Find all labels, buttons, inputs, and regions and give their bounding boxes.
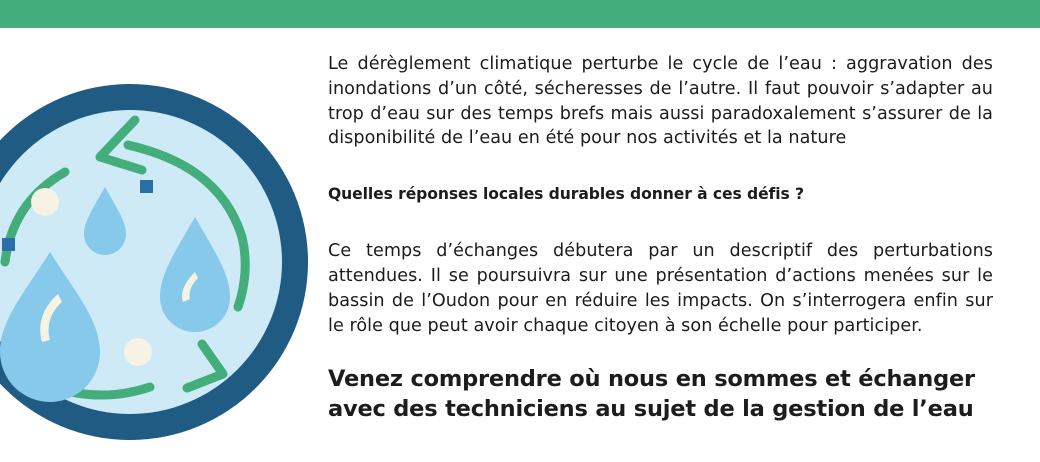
intro-paragraph: Le dérèglement climatique perturbe le cycle de l’eau : aggravation des inondations d’un côté, sécheresses de l’autre. Il faut pouvoir s’adapter au trop d’eau sur des temps brefs mais aussi paradoxalement s’assurer de la disponibilité de l’eau en été pour nos activités et la nature [328, 54, 993, 149]
call-to-action [328, 364, 993, 424]
blue-square [140, 180, 153, 193]
cream-dot [31, 188, 59, 216]
blue-square [2, 238, 15, 251]
cream-dot [124, 338, 152, 366]
header-bar [0, 0, 1040, 28]
question-heading: Quelles réponses locales durables donner à ces défis ? [328, 185, 804, 204]
water-cycle-icon [0, 62, 320, 462]
cta-line-2: avec des techniciens au sujet de la gestion de l’eau [328, 396, 974, 423]
text-column [328, 52, 993, 424]
description-paragraph: Ce temps d’échanges débutera par un descriptif des perturbations attendues. Il se poursuivra sur une présentation d’actions menées sur le bassin de l’Oudon pour en réduire les impacts. On s’interrogera enfin sur le rôle que peut avoir chaque citoyen à son échelle pour participer. [328, 241, 993, 336]
cta-line-1: Venez comprendre où nous en sommes et échanger [328, 366, 975, 393]
